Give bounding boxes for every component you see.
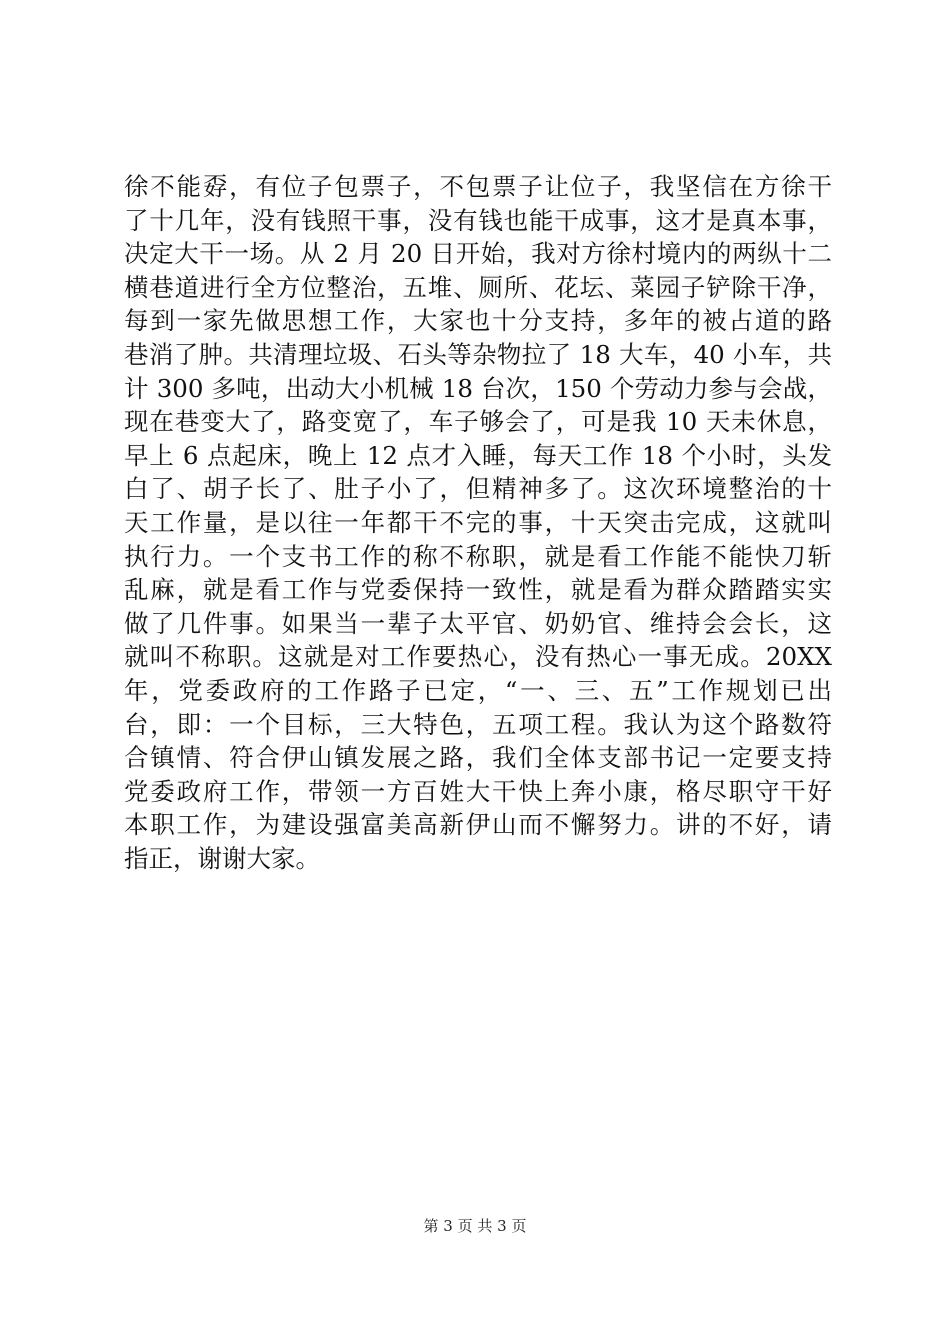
text-line: 早上 6 点起床，晚上 12 点才入睡，每天工作 18 个小时，头发 xyxy=(124,440,832,470)
text-line: 做了几件事。如果当一辈子太平官、奶奶官、维持会会长，这 xyxy=(124,608,832,638)
text-line: 合镇情、符合伊山镇发展之路，我们全体支部书记一定要支持 xyxy=(124,743,832,773)
text-line: 天工作量，是以往一年都干不完的事，十天突击完成，这就叫 xyxy=(124,507,832,537)
text-line: 指正，谢谢大家。 xyxy=(124,843,320,873)
text-line: 计 300 多吨，出动大小机械 18 台次，150 个劳动力参与会战， xyxy=(124,373,832,403)
text-line: 了十几年，没有钱照干事，没有钱也能干成事，这才是真本事， xyxy=(124,205,832,235)
text-line: 横巷道进行全方位整治，五堆、厕所、花坛、菜园子铲除干净， xyxy=(124,272,832,302)
text-line: 白了、胡子长了、肚子小了，但精神多了。这次环境整治的十 xyxy=(124,474,832,504)
text-line: 乱麻，就是看工作与党委保持一致性，就是看为群众踏踏实实 xyxy=(124,575,832,605)
text-line: 徐不能孬，有位子包票子，不包票子让位子，我坚信在方徐干 xyxy=(124,172,832,201)
text-line: 现在巷变大了，路变宽了，车子够会了，可是我 10 天未休息， xyxy=(124,407,832,437)
text-line: 决定大干一场。从 2 月 20 日开始，我对方徐村境内的两纵十二 xyxy=(124,239,832,269)
body-paragraph xyxy=(124,170,832,875)
text-line: 台，即：一个目标，三大特色，五项工程。我认为这个路数符 xyxy=(124,709,832,739)
text-line: 巷消了肿。共清理垃圾、石头等杂物拉了 18 大车，40 小车，共 xyxy=(124,339,832,369)
text-line: 本职工作，为建设强富美高新伊山而不懈努力。讲的不好，请 xyxy=(124,810,832,840)
text-line: 就叫不称职。这就是对工作要热心，没有热心一事无成。20XX xyxy=(124,642,832,672)
text-line: 年，党委政府的工作路子已定，“一、三、五”工作规划已出 xyxy=(124,675,832,705)
text-line: 党委政府工作，带领一方百姓大干快上奔小康，格尽职守干好 xyxy=(124,776,832,806)
text-line: 每到一家先做思想工作，大家也十分支持，多年的被占道的路 xyxy=(124,306,832,336)
text-line: 执行力。一个支书工作的称不称职，就是看工作能不能快刀斩 xyxy=(124,541,832,571)
page-footer: 第 3 页 共 3 页 xyxy=(423,1217,527,1235)
